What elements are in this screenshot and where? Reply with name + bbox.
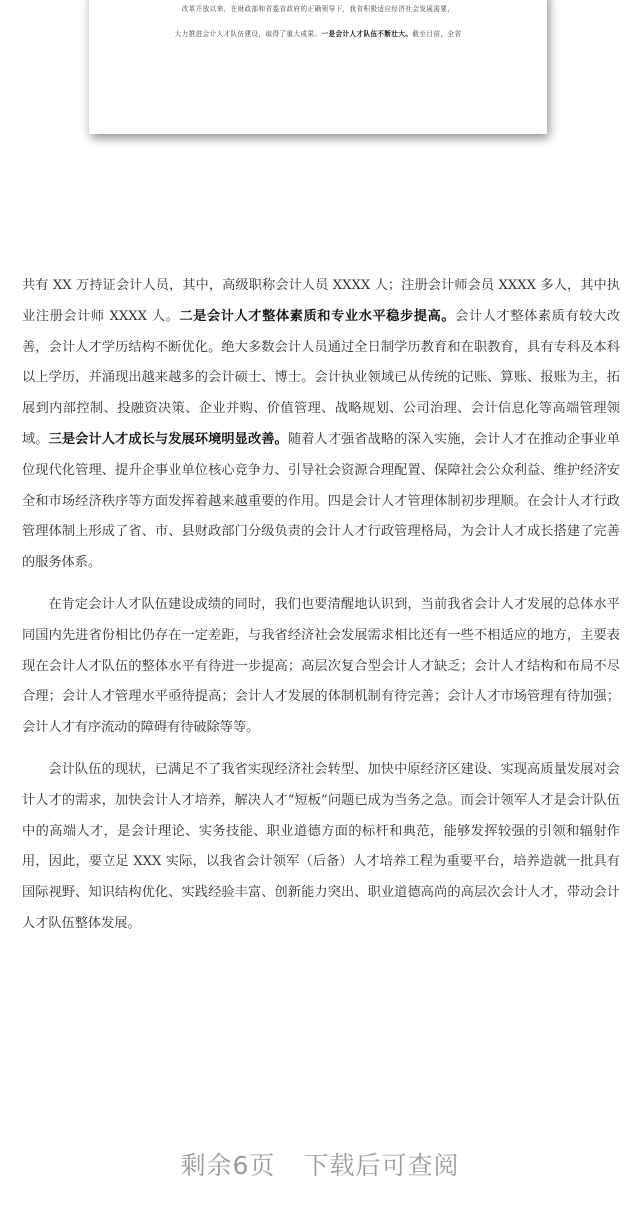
remaining-pages-banner[interactable] (0, 1146, 640, 1186)
paragraph-2: 在肯定会计人才队伍建设成绩的同时，我们也要清醒地认识到，当前我省会计人才发展的总体水平同国内先进省份相比仍存在一定差距，与我省经济社会发展需求相比还有一些不相适应的地方，主要表现在会计人才队伍的整体水平有待进一步提高；高层次复合型会计人才缺乏；会计人才结构和布局不尽合理；会计人才管理水平亟待提高；会计人才发展的体制机制有待完善；会计人才市场管理有待加强；会计人才有序流动的障碍有待破除等等。 (22, 596, 620, 736)
preview-page-card (89, 0, 547, 134)
paragraph-1 (22, 271, 620, 579)
paragraph-1-bold-d: 三是会计人才成长与发展环境明显改善。 (48, 431, 288, 447)
download-to-view-label: 下载后可查阅 (303, 1151, 460, 1180)
paragraph-1-text-c: 会计人才整体素质有较大改善，会计人才学历结构不断优化。绝大多数会计人员通过全日制学历教育和在职教育，具有专科及本科以上学历，并涌现出越来越多的会计硕士、博士。会计执业领域已从传统的记账、算账、报账为主，拓展到内部控制、投融资决策、企业并购、价值管理、战略规划、公司治理、会计信息化等高端管理领域。 (22, 308, 621, 447)
remaining-pages-label: 剩余6页 (180, 1151, 276, 1180)
document-preview-area (0, 0, 640, 160)
preview-line-2 (89, 28, 547, 38)
preview-line-2-text: 大力推进会计人才队伍建设，取得了重大成果。 (174, 30, 322, 38)
document-body (22, 271, 620, 940)
paragraph-1-text-e: 随着人才强省战略的深入实施，会计人才在推动企事业单位现代化管理、提升企事业单位核心竞争力、引导社会资源合理配置、保障社会公众利益、维护经济安全和市场经济秩序等方面发挥着越来越重要的作用。四是会计人才管理体制初步理顺。在会计人才行政管理体制上形成了省、市、县财政部门分级负责的会计人才行政管理格局，为会计人才成长搭建了完善的服务体系。 (22, 431, 621, 571)
paragraph-3: 会计队伍的现状，已满足不了我省实现经济社会转型、加快中原经济区建设、实现高质量发展对会计人才的需求，加快会计人才培养，解决人才“短板”问题已成为当务之急。而会计领军人才是会计队伍中的高端人才，是会计理论、实务技能、职业道德方面的标杆和典范，能够发挥较强的引领和辐射作用，因此，要立足 XXX 实际，以我省会计领军（后备）人才培养工程为重要平台，培养造就一批具有国际视野、知识结构优化、实践经验丰富、创新能力突出、职业道德高尚的高层次会计人才，带动会计人才队伍整体发展。 (22, 761, 620, 931)
preview-line-2-suffix: 截至目前，全省 (412, 30, 462, 38)
paragraph-1-text-a: 共有 XX 万持证会计人员，其中，高级职称会计人员 XXXX 人；注册会计师会员 XXXX 多人，其中执业注册会计师 XXXX 人。 (22, 278, 620, 324)
preview-line-2-bold: 一是会计人才队伍不断壮大。 (321, 30, 413, 38)
paragraph-1-bold-b: 二是会计人才整体素质和专业水平稳步提高。 (179, 308, 456, 324)
preview-line-1: 改革开放以来，在财政部和省委省政府的正确领导下，我省积极适应经济社会发展需要， (181, 5, 455, 13)
